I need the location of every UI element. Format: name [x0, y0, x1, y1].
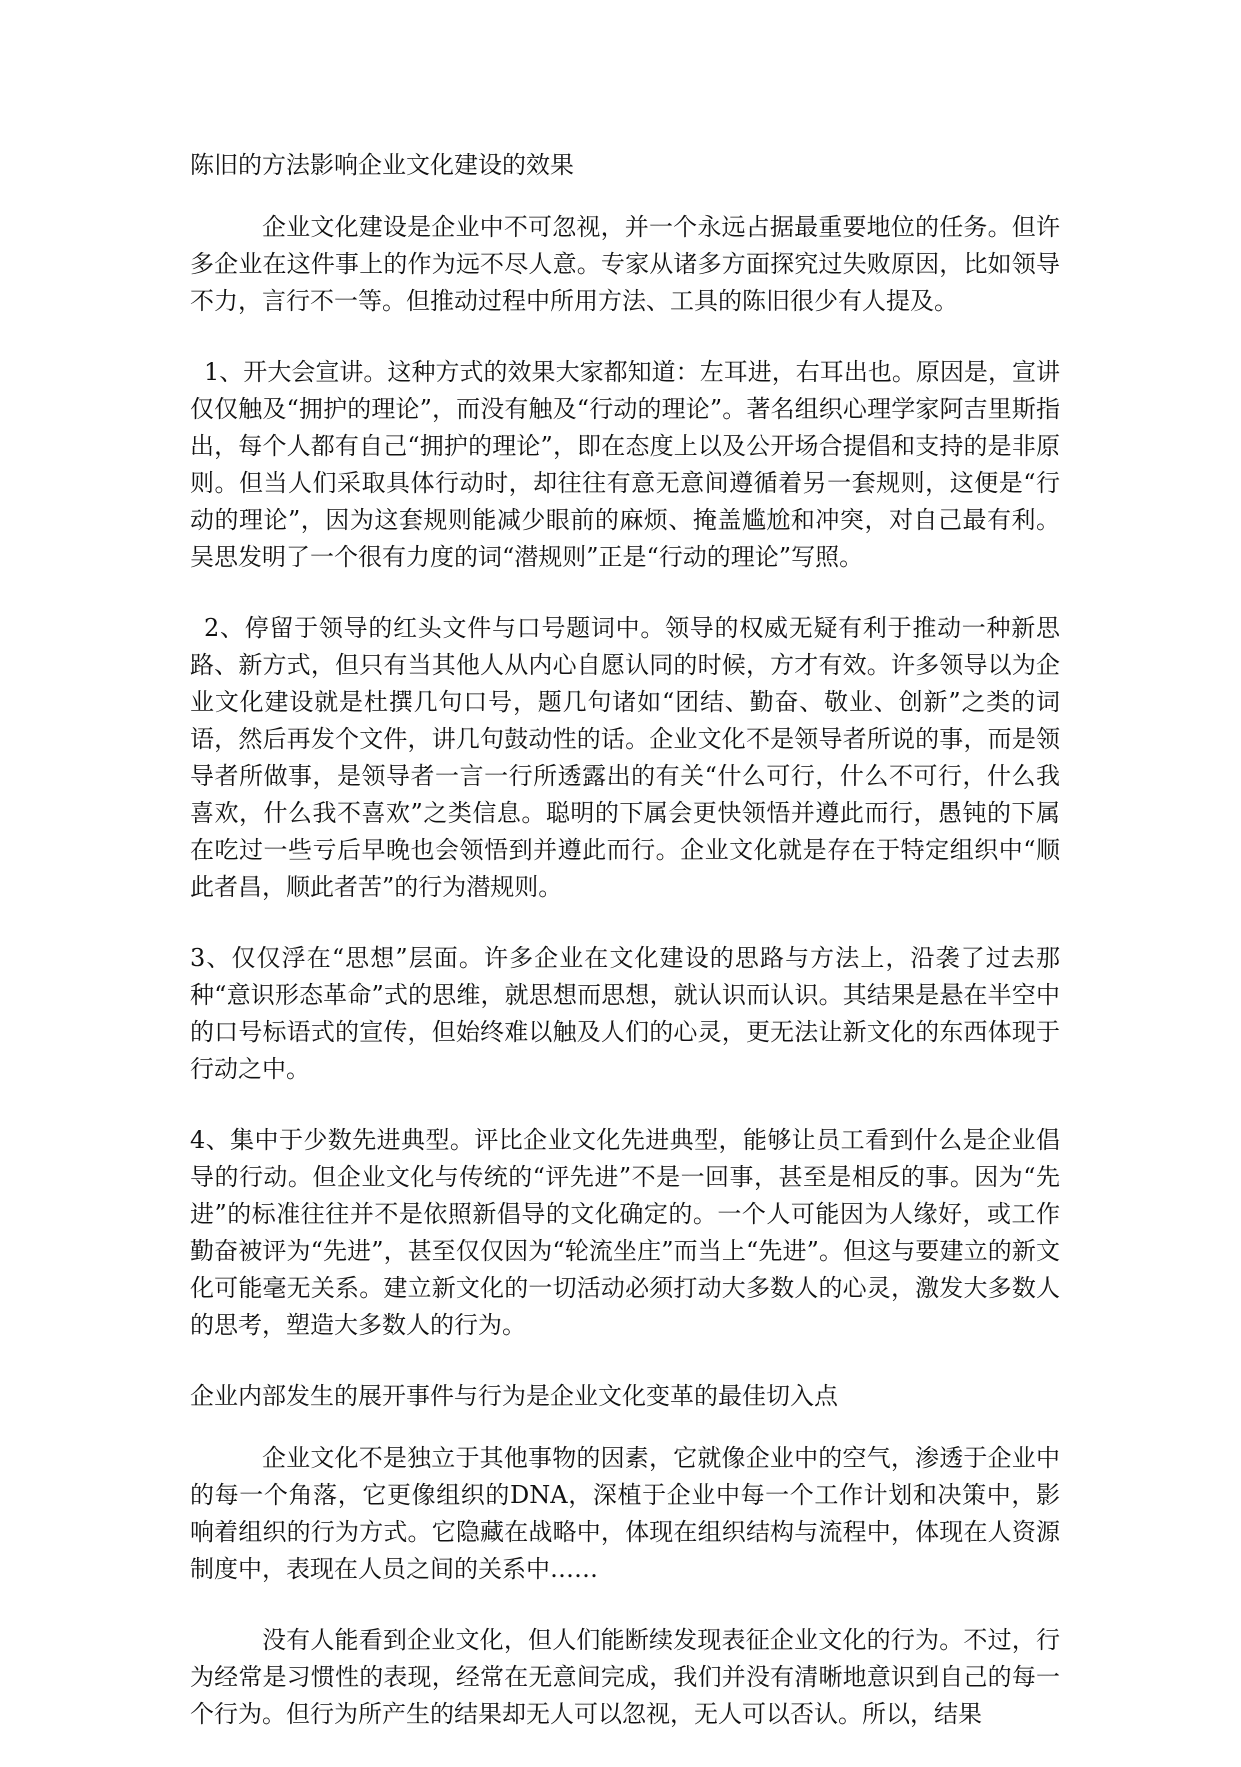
document-title: 陈旧的方法影响企业文化建设的效果	[190, 151, 574, 179]
point-3-paragraph: 3、仅仅浮在“思想”层面。许多企业在文化建设的思路与方法上，沿袭了过去那种“意识形态革命”式的思维，就思想而思想，就认识而认识。其结果是悬在半空中的口号标语式的宣传，但始终难以触及人们的心灵，更无法让新文化的东西体现于行动之中。	[190, 944, 1060, 1083]
intro-paragraph: 企业文化建设是企业中不可忽视，并一个永远占据最重要地位的任务。但许多企业在这件事上的作为远不尽人意。专家从诸多方面探究过失败原因，比如领导不力，言行不一等。但推动过程中所用方法、工具的陈旧很少有人提及。	[190, 213, 1060, 315]
point-2-paragraph: 2、停留于领导的红头文件与口号题词中。领导的权威无疑有利于推动一种新思路、新方式，但只有当其他人从内心自愿认同的时候，方才有效。许多领导以为企业文化建设就是杜撰几句口号，题几句诸如“团结、勤奋、敬业、创新”之类的词语，然后再发个文件，讲几句鼓动性的话。企业文化不是领导者所说的事，而是领导者所做事，是领导者一言一行所透露出的有关“什么可行，什么不可行，什么我喜欢，什么我不喜欢”之类信息。聪明的下属会更快领悟并遵此而行，愚钝的下属在吃过一些亏后早晚也会领悟到并遵此而行。企业文化就是存在于特定组织中“顺此者昌，顺此者苦”的行为潜规则。	[190, 614, 1060, 901]
point-1-paragraph: 1、开大会宣讲。这种方式的效果大家都知道：左耳进，右耳出也。原因是，宣讲仅仅触及“拥护的理论”，而没有触及“行动的理论”。著名组织心理学家阿吉里斯指出，每个人都有自己“拥护的理论”，即在态度上以及公开场合提倡和支持的是非原则。但当人们采取具体行动时，却往往有意无意间遵循着另一套规则，这便是“行动的理论”，因为这套规则能减少眼前的麻烦、掩盖尴尬和冲突，对自己最有利。吴思发明了一个很有力度的词“潜规则”正是“行动的理论”写照。	[190, 358, 1060, 571]
point-4-paragraph: 4、集中于少数先进典型。评比企业文化先进典型，能够让员工看到什么是企业倡导的行动。但企业文化与传统的“评先进”不是一回事，甚至是相反的事。因为“先进”的标准往往并不是依照新倡导的文化确定的。一个人可能因为人缘好，或工作勤奋被评为“先进”，甚至仅仅因为“轮流坐庄”而当上“先进”。但这与要建立的新文化可能毫无关系。建立新文化的一切活动必须打动大多数人的心灵，激发大多数人的思考，塑造大多数人的行为。	[190, 1126, 1060, 1339]
body-paragraph-2: 没有人能看到企业文化，但人们能断续发现表征企业文化的行为。不过，行为经常是习惯性的表现，经常在无意间完成，我们并没有清晰地意识到自己的每一个行为。但行为所产生的结果却无人可以忽视，无人可以否认。所以，结果	[190, 1626, 1060, 1728]
body-paragraph-1: 企业文化不是独立于其他事物的因素，它就像企业中的空气，渗透于企业中的每一个角落，它更像组织的DNA，深植于企业中每一个工作计划和决策中，影响着组织的行为方式。它隐藏在战略中，体现在组织结构与流程中，体现在人资源制度中，表现在人员之间的关系中……	[190, 1444, 1060, 1583]
document-page	[190, 147, 1060, 1767]
section-subtitle: 企业内部发生的展开事件与行为是企业文化变革的最佳切入点	[190, 1382, 838, 1410]
